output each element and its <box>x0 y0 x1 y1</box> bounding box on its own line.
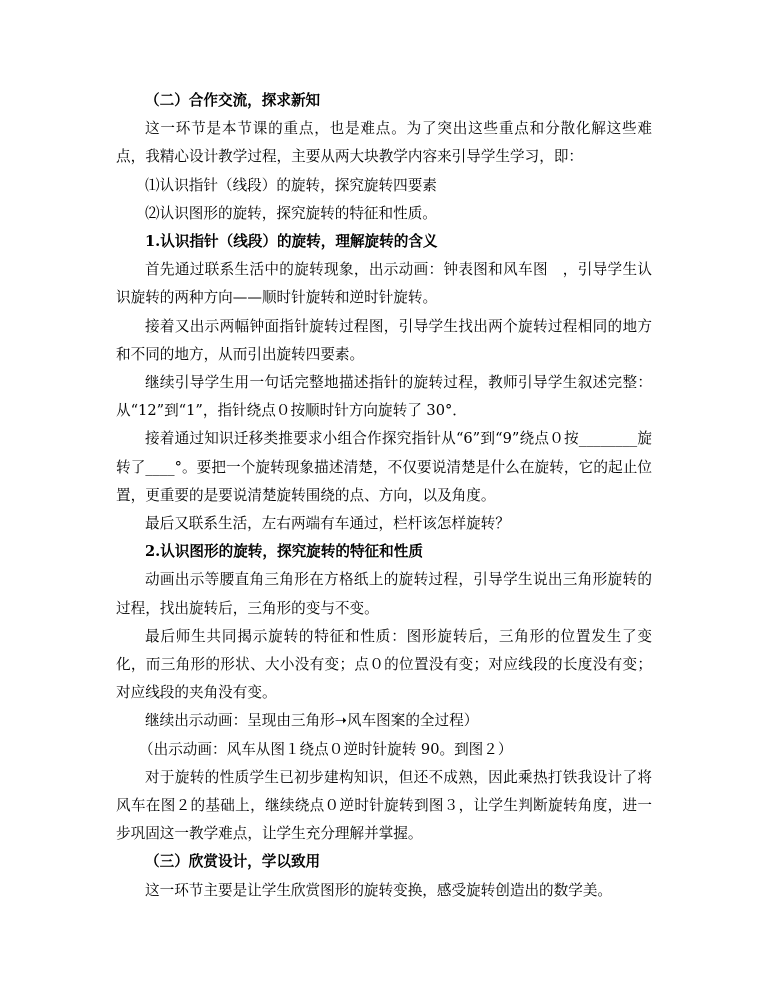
body-paragraph: 对于旋转的性质学生已初步建构知识，但还不成熟，因此乘热打铁我设计了将风车在图２的基础上，继续绕点０逆时针旋转到图３，让学生判断旋转角度，进一步巩固这一教学难点，让学生充分理解并掌握。 <box>116 768 652 843</box>
body-paragraph: 这一环节主要是让学生欣赏图形的旋转变换，感受旋转创造出的数学美。 <box>145 881 613 899</box>
section-heading: （二）合作交流，探求新知 <box>145 92 321 109</box>
body-paragraph: 最后又联系生活，左右两端有车通过，栏杆该怎样旋转？ <box>145 515 510 533</box>
body-paragraph: 这一环节是本节课的重点，也是难点。为了突出这些重点和分散化解这些难点，我精心设计教学过程，主要从两大块教学内容来引导学生学习，即： <box>116 120 652 166</box>
list-item: ⑵认识图形的旋转，探究旋转的特征和性质。 <box>145 204 437 222</box>
document-page <box>116 87 652 905</box>
subsection-heading: 1.认识指针（线段）的旋转，理解旋转的含义 <box>145 233 438 251</box>
body-paragraph: 动画出示等腰直角三角形在方格纸上的旋转过程，引导学生说出三角形旋转的过程，找出旋转后，三角形的变与不变。 <box>116 571 652 617</box>
body-paragraph: （出示动画：风车从图１绕点０逆时针旋转 90。到图２） <box>139 740 513 758</box>
body-paragraph: 接着又出示两幅钟面指针旋转过程图，引导学生找出两个旋转过程相同的地方和不同的地方，从而引出旋转四要素。 <box>116 317 652 363</box>
subsection-heading: 2.认识图形的旋转，探究旋转的特征和性质 <box>145 543 423 561</box>
body-paragraph: 继续出示动画：呈现由三角形➝风车图案的全过程） <box>145 712 479 730</box>
section-heading: （三）欣赏设计，学以致用 <box>145 853 321 871</box>
list-item: ⑴认识指针（线段）的旋转，探究旋转四要素 <box>145 176 437 194</box>
body-paragraph: 最后师生共同揭示旋转的特征和性质：图形旋转后，三角形的位置发生了变化，而三角形的形状、大小没有变；点０的位置没有变；对应线段的长度没有变；对应线段的夹角没有变。 <box>116 627 652 702</box>
body-paragraph: 继续引导学生用一句话完整地描述指针的旋转过程，教师引导学生叙述完整：从“12”到“1”，指针绕点０按顺时针方向旋转了 30°． <box>116 374 652 420</box>
body-paragraph: 首先通过联系生活中的旋转现象，出示动画：钟表图和风车图 ，引导学生认识旋转的两种方向——顺时针旋转和逆时针旋转。 <box>116 261 652 307</box>
body-paragraph: 接着通过知识迁移类推要求小组合作探究指针从“6”到“9”绕点０按________旋转了____°。要把一个旋转现象描述清楚，不仅要说清楚是什么在旋转，它的起止位置，更重要的是要说清楚旋转围绕的点、方向，以及角度。 <box>116 430 652 504</box>
